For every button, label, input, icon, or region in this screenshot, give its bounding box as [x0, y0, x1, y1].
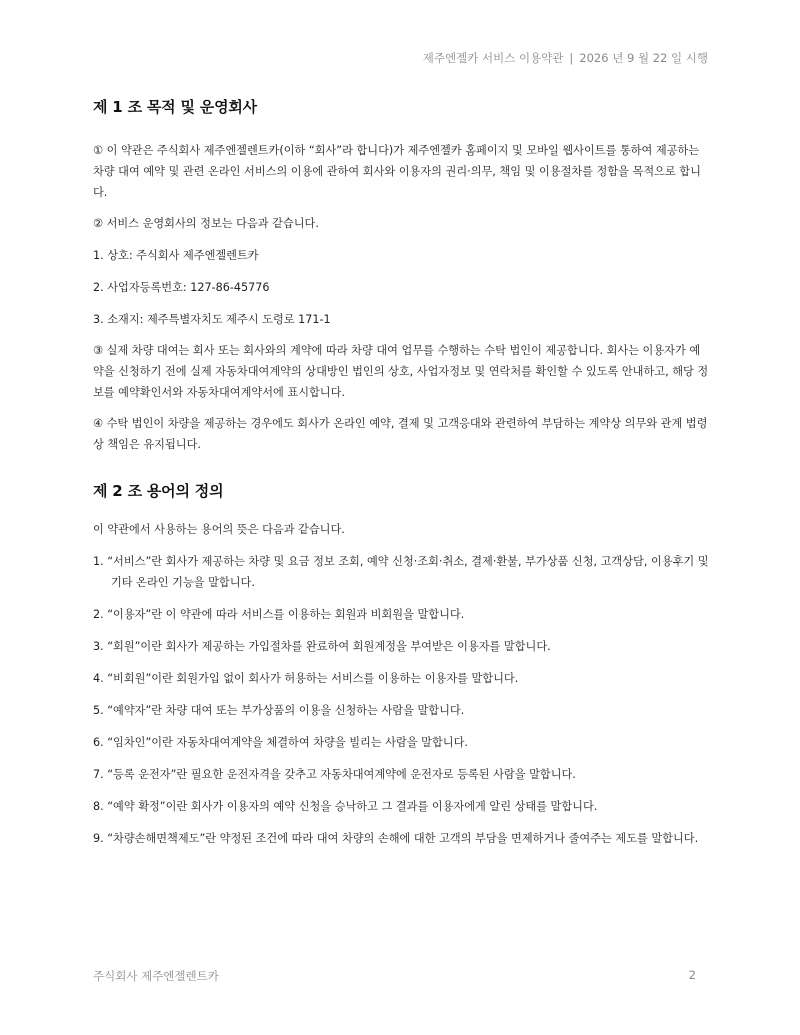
definition-item: 8. “예약 확정”이란 회사가 이용자의 예약 신청을 승낙하고 그 결과를 이용자에게 알린 상태를 말합니다.: [93, 800, 598, 813]
header-separator: |: [569, 51, 574, 65]
page-header: [423, 50, 708, 66]
definition-item: 6. “임차인”이란 자동차대여계약을 체결하여 차량을 빌리는 사람을 말합니다.: [93, 736, 468, 749]
definition-item: 2. “이용자”란 이 약관에 따라 서비스를 이용하는 회원과 비회원을 말합니다.: [93, 608, 465, 621]
definition-item: 1. “서비스”란 회사가 제공하는 차량 및 요금 정보 조회, 예약 신청·조회·취소, 결제·환불, 부가상품 신청, 고객상담, 이용후기 및 기타 온라인 기능을 말합니다.: [93, 555, 709, 589]
page-number: 2: [688, 968, 696, 982]
business-number-item: 2. 사업자등록번호: 127-86-45776: [93, 281, 270, 294]
header-effective-date: 2026 년 9 월 22 일 시행: [579, 51, 708, 65]
definition-item: 9. “차량손해면책제도”란 약정된 조건에 따라 대여 차량의 손해에 대한 고객의 부담을 면제하거나 줄여주는 제도를 말합니다.: [93, 832, 699, 845]
definitions-list: [93, 551, 709, 849]
section1-heading: 제 1 조 목적 및 운영회사: [93, 98, 257, 116]
footer-company: 주식회사 제주엔젤렌트카: [93, 969, 219, 983]
definition-item: 3. “회원”이란 회사가 제공하는 가입절차를 완료하여 회원계정을 부여받은 이용자를 말합니다.: [93, 640, 551, 653]
header-doc-title: 제주엔젤카 서비스 이용약관: [422, 51, 564, 65]
section1-paragraph-1: ① 이 약관은 주식회사 제주엔젤렌트카(이하 “회사”라 합니다)가 제주엔젤카 홈페이지 및 모바일 웹사이트를 통하여 제공하는 차량 대여 예약 및 관련 온라인 서비스의 이용에 관하여 회사와 이용자의 권리·의무, 책임 및 이용절차를 정함을 목적으로 합니다.: [93, 144, 701, 199]
section1-paragraph-2: ② 서비스 운영회사의 정보는 다음과 같습니다.: [93, 217, 319, 230]
section2-heading: 제 2 조 용어의 정의: [93, 482, 224, 500]
definition-item: 5. “예약자”란 차량 대여 또는 부가상품의 이용을 신청하는 사람을 말합니다.: [93, 704, 465, 717]
definition-item: 7. “등록 운전자”란 필요한 운전자격을 갖추고 자동차대여계약에 운전자로 등록된 사람을 말합니다.: [93, 768, 576, 781]
address-item: 3. 소재지: 제주특별자치도 제주시 도령로 171-1: [93, 313, 331, 326]
section2-intro: 이 약관에서 사용하는 용어의 뜻은 다음과 같습니다.: [93, 523, 345, 536]
definition-item: 4. “비회원”이란 회원가입 없이 회사가 허용하는 서비스를 이용하는 이용자를 말합니다.: [93, 672, 519, 685]
document-body: [93, 96, 709, 849]
section1-paragraph-3: ③ 실제 차량 대여는 회사 또는 회사와의 계약에 따라 차량 대여 업무를 수행하는 수탁 법인이 제공합니다. 회사는 이용자가 예약을 신청하기 전에 실제 자동차대여계약의 상대방인 법인의 상호, 사업자정보 및 연락처를 확인할 수 있도록 안내하고, 해당 정보를 예약확인서와 자동차대여계약서에 표시합니다.: [93, 344, 709, 399]
section1-paragraph-4: ④ 수탁 법인이 차량을 제공하는 경우에도 회사가 온라인 예약, 결제 및 고객응대와 관련하여 부담하는 계약상 의무와 관계 법령상 책임은 유지됩니다.: [93, 417, 708, 451]
company-name-item: 1. 상호: 주식회사 제주엔젤렌트카: [93, 249, 259, 262]
